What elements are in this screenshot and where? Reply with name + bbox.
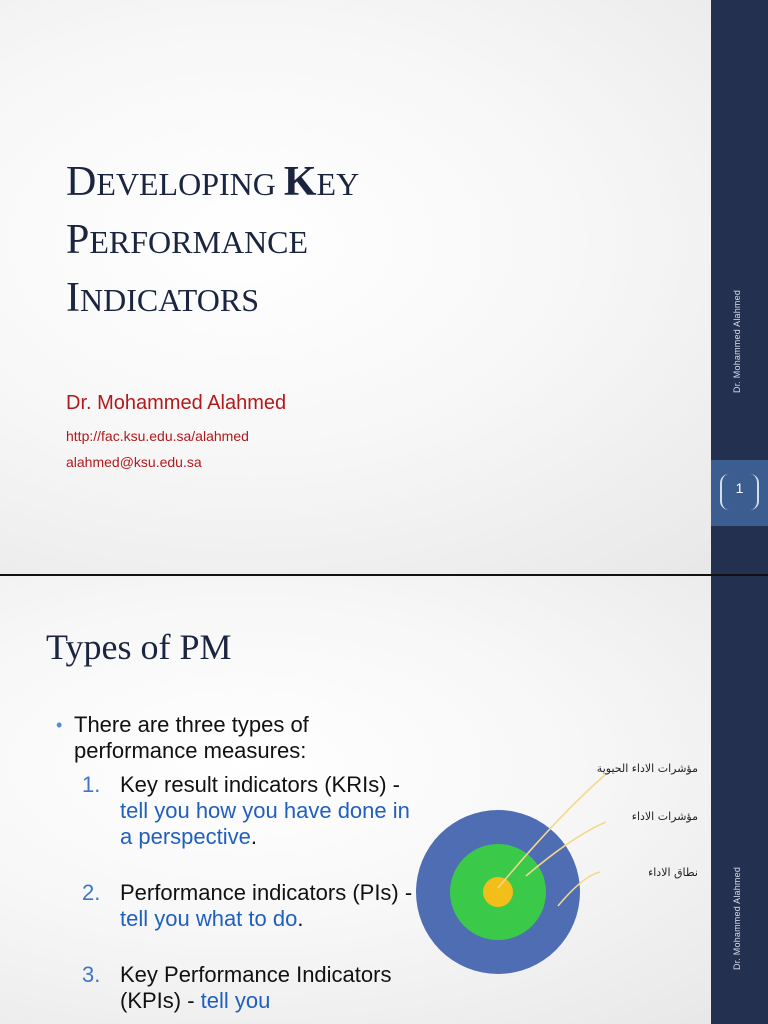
diagram-label-pi: مؤشرات الاداء: [631, 810, 698, 823]
item-text: Key result indicators (KRIs) - tell you how you have done in a perspective.: [120, 772, 410, 849]
vertical-footer: Dr. Mohammed Alahmed: [732, 866, 742, 970]
types-of-pm-slide: [0, 576, 768, 1024]
kpi-target-diagram: [408, 756, 708, 1006]
item-text: Key Performance Indicators (KPIs) - tell you: [120, 962, 392, 1013]
author-url-link[interactable]: http://fac.ksu.edu.sa/alahmed: [66, 428, 249, 444]
author-email-link[interactable]: alahmed@ksu.edu.sa: [66, 454, 202, 470]
title-line-3: INDICATORS: [66, 275, 259, 321]
item-number: 1.: [82, 772, 101, 797]
page-number-box: [711, 460, 768, 526]
diagram-label-range: نطاق الاداء: [648, 866, 698, 879]
bullet-icon: •: [56, 715, 63, 735]
item-number: 3.: [82, 962, 101, 987]
author-name: Dr. Mohammed Alahmed: [66, 392, 287, 414]
page-number: 1: [735, 480, 744, 496]
vertical-footer: Dr. Mohammed Alahmed: [732, 289, 742, 393]
diagram-label-kpi: مؤشرات الاداء الحيوية: [596, 762, 698, 775]
title-line-2: PERFORMANCE: [66, 217, 309, 263]
item-text: Performance indicators (PIs) - tell you what to do.: [120, 880, 413, 931]
center-circle: [483, 877, 513, 907]
bullet-intro: There are three types of performance measures:: [74, 712, 309, 763]
item-number: 2.: [82, 880, 101, 905]
title-line-1: DEVELOPING KEY: [66, 159, 360, 205]
slide-title: Types of PM: [46, 627, 232, 667]
